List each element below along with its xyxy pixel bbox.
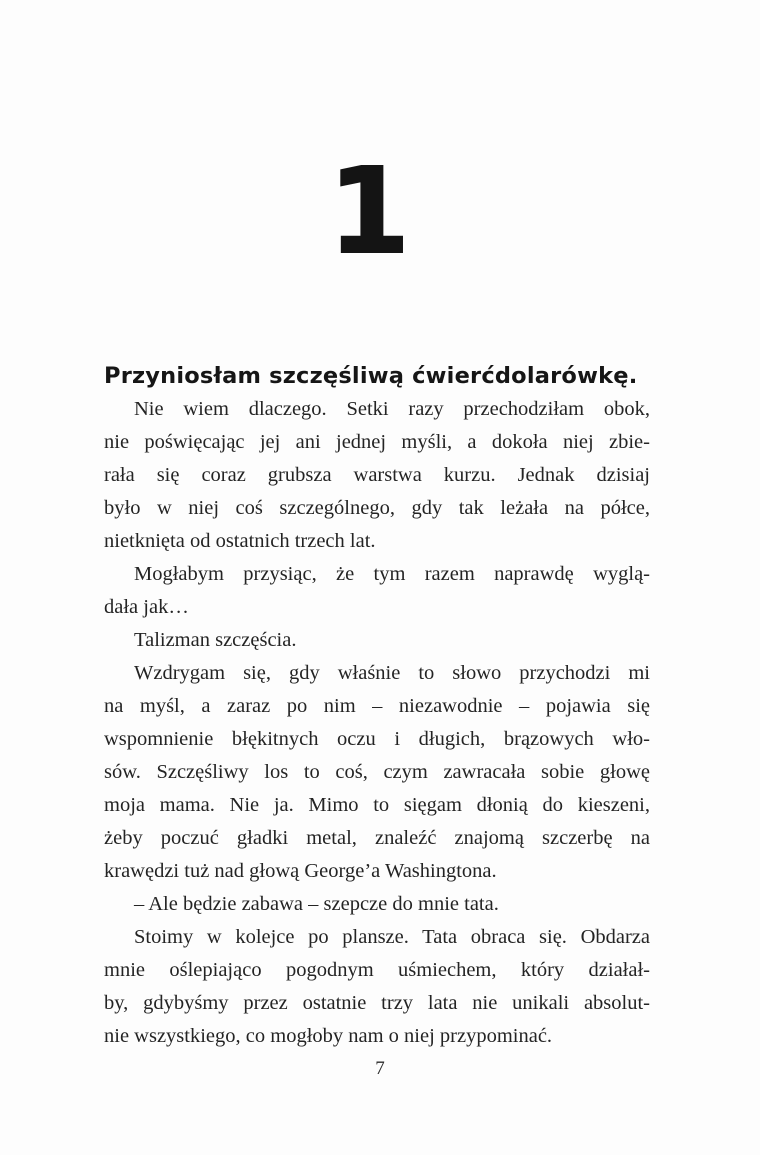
text-line: Talizman szczęścia. — [134, 629, 297, 651]
text-line: Mogłabym przysiąc, że tym razem naprawdę wyglą- — [134, 563, 650, 585]
text-line: sów. Szczęśliwy los to coś, czym zawracała sobie głowę — [104, 761, 650, 783]
text-line: Wzdrygam się, gdy właśnie to słowo przychodzi mi — [134, 662, 650, 684]
text-line: nietknięta od ostatnich trzech lat. — [104, 530, 376, 552]
page-number: 7 — [375, 1058, 385, 1079]
text-line: Nie wiem dlaczego. Setki razy przechodziłam obok, — [134, 398, 650, 420]
text-line: nie poświęcając jej ani jednej myśli, a dokoła niej zbie- — [104, 431, 650, 453]
text-line: na myśl, a zaraz po nim – niezawodnie – pojawia się — [104, 695, 650, 717]
text-line: żeby poczuć gładki metal, znaleźć znajomą szczerbę na — [104, 827, 650, 849]
chapter-number: 1 — [327, 142, 409, 280]
text-line: rała się coraz grubsza warstwa kurzu. Jednak dzisiaj — [104, 464, 650, 486]
text-line: moja mama. Nie ja. Mimo to sięgam dłonią do kieszeni, — [104, 794, 650, 816]
body-paragraphs — [104, 393, 650, 1053]
text-line: wspomnienie błękitnych oczu i długich, brązowych wło- — [104, 728, 650, 750]
text-line: mnie oślepiająco pogodnym uśmiechem, który działał- — [104, 959, 650, 981]
text-line: krawędzi tuż nad głową George’a Washingtona. — [104, 860, 497, 882]
opener-line: Przyniosłam szczęśliwą ćwierćdolarówkę. — [104, 363, 638, 389]
text-line: dała jak… — [104, 596, 189, 618]
text-line: – Ale będzie zabawa – szepcze do mnie tata. — [134, 893, 499, 915]
text-line: Stoimy w kolejce po plansze. Tata obraca się. Obdarza — [134, 926, 650, 948]
text-column — [104, 360, 650, 1053]
text-line: było w niej coś szczególnego, gdy tak leżała na półce, — [104, 497, 650, 519]
text-line: nie wszystkiego, co mogłoby nam o niej przypominać. — [104, 1025, 553, 1047]
text-line: by, gdybyśmy przez ostatnie trzy lata nie unikali absolut- — [104, 992, 650, 1014]
